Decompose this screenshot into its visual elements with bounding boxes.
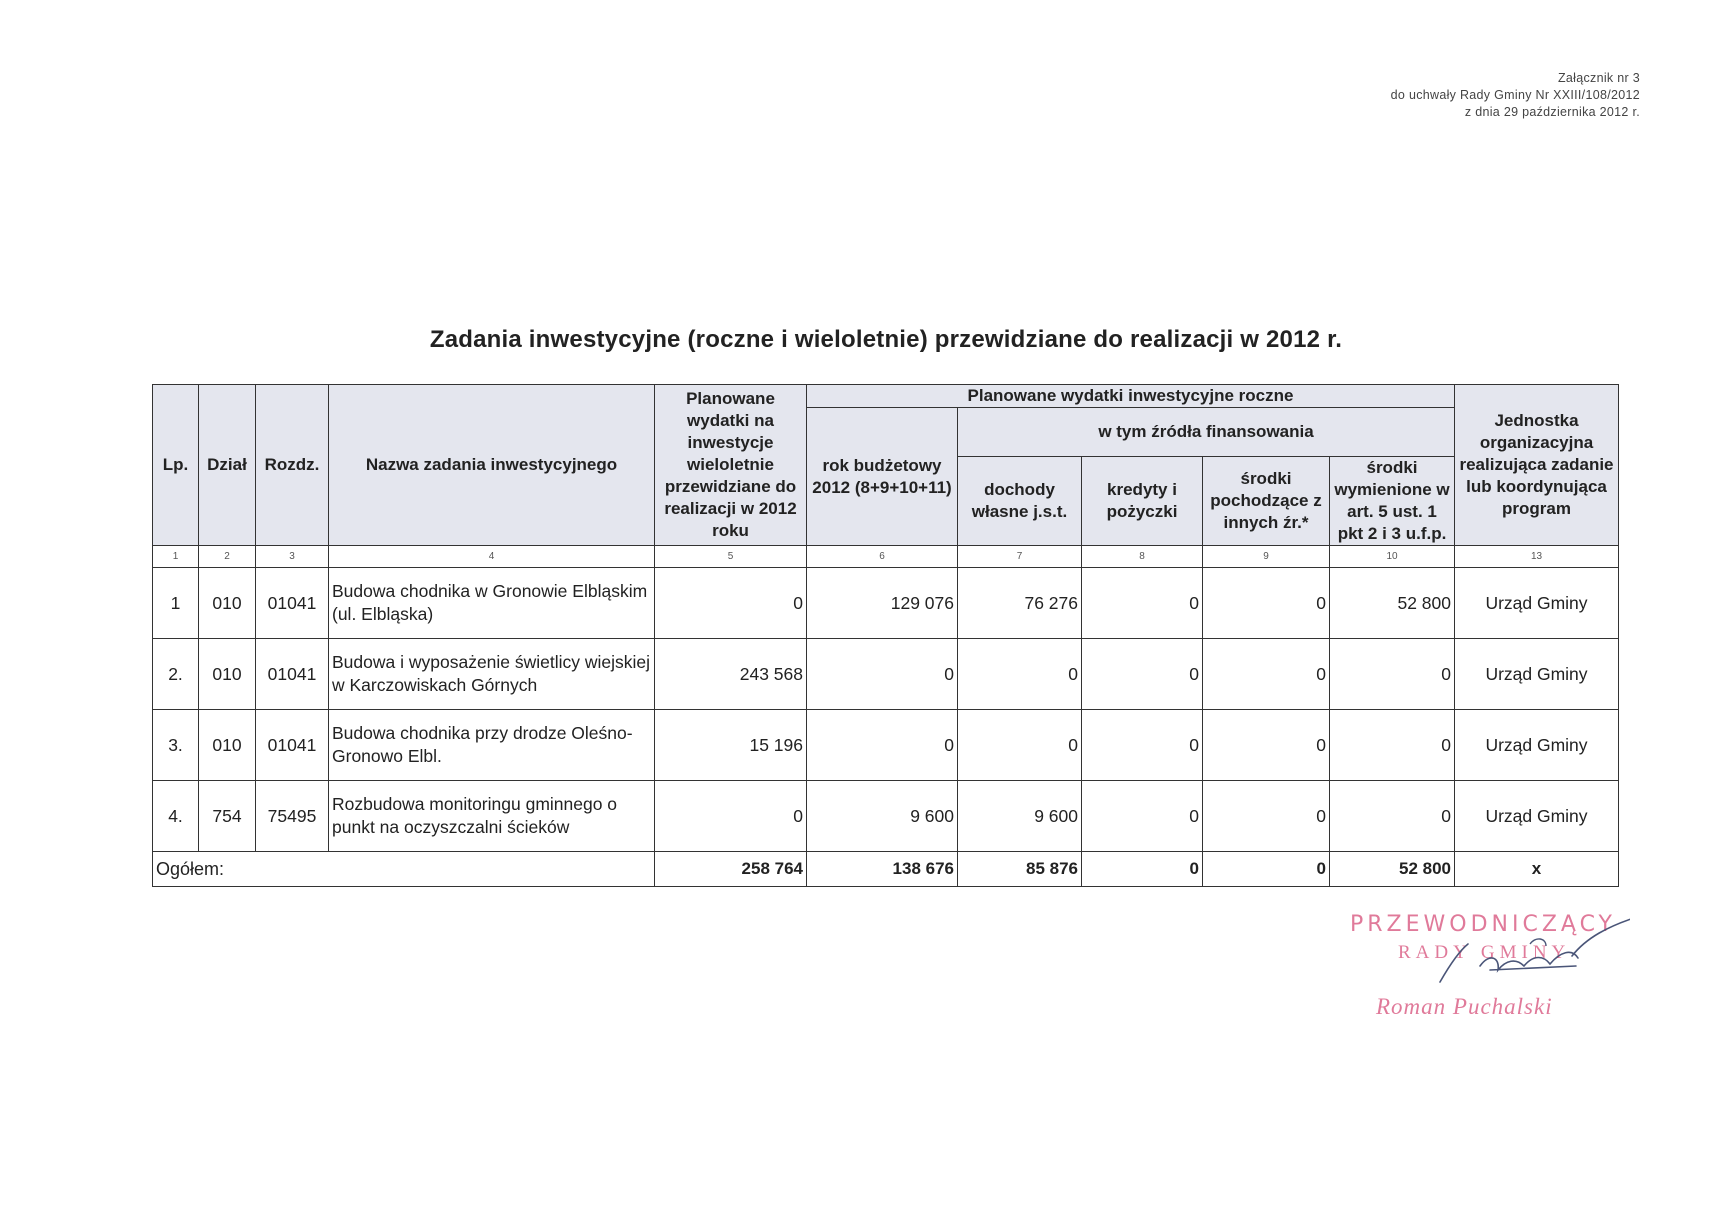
table-row <box>153 639 1619 710</box>
cell-jednostka: Urząd Gminy <box>1455 568 1619 639</box>
cell-dochody: 9 600 <box>958 781 1082 852</box>
cell-dzial: 754 <box>199 781 256 852</box>
header-dochody: dochody własne j.s.t. <box>958 457 1082 546</box>
investment-table <box>152 384 1619 887</box>
stamp-council: RADY GMINY <box>1398 942 1571 963</box>
cell-rozdz: 01041 <box>256 710 329 781</box>
cell-nazwa: Budowa chodnika w Gronowie Elbląskim (ul. Elbląska) <box>329 568 655 639</box>
cell-dochody: 0 <box>958 639 1082 710</box>
cell-dochody: 0 <box>958 710 1082 781</box>
annex-reference <box>1391 70 1640 121</box>
header-srodki-inne: środki pochodzące z innych źr.* <box>1203 457 1330 546</box>
column-number: 1 <box>153 546 199 568</box>
header-srodki-art5: środki wymienione w art. 5 ust. 1 pkt 2 i 3 u.f.p. <box>1330 457 1455 546</box>
cell-rok: 129 076 <box>807 568 958 639</box>
cell-jednostka: Urząd Gminy <box>1455 639 1619 710</box>
header-dzial: Dział <box>199 385 256 546</box>
cell-rok: 0 <box>807 639 958 710</box>
column-number: 9 <box>1203 546 1330 568</box>
cell-art5: 52 800 <box>1330 568 1455 639</box>
cell-lp: 4. <box>153 781 199 852</box>
stamp-title: PRZEWODNICZĄCY <box>1350 912 1616 937</box>
cell-wieloletnie: 0 <box>655 781 807 852</box>
annex-date: z dnia 29 października 2012 r. <box>1464 105 1640 119</box>
cell-art5: 0 <box>1330 639 1455 710</box>
total-label: Ogółem: <box>153 852 655 887</box>
total-kredyty: 0 <box>1082 852 1203 887</box>
cell-lp: 3. <box>153 710 199 781</box>
header-rozdz: Rozdz. <box>256 385 329 546</box>
cell-nazwa: Budowa chodnika przy drodze Oleśno-Gronowo Elbl. <box>329 710 655 781</box>
total-rok: 138 676 <box>807 852 958 887</box>
column-number: 6 <box>807 546 958 568</box>
total-dochody: 85 876 <box>958 852 1082 887</box>
cell-dzial: 010 <box>199 639 256 710</box>
cell-dzial: 010 <box>199 568 256 639</box>
annex-resolution: do uchwały Rady Gminy Nr XXIII/108/2012 <box>1390 88 1640 102</box>
document-title: Zadania inwestycyjne (roczne i wieloletnie) przewidziane do realizacji w 2012 r. <box>429 326 1343 353</box>
cell-rok: 9 600 <box>807 781 958 852</box>
header-lp: Lp. <box>153 385 199 546</box>
header-rok-budzetowy: rok budżetowy 2012 (8+9+10+11) <box>807 408 958 546</box>
header-jednostka: Jednostka organizacyjna realizująca zadanie lub koordynująca program <box>1455 385 1619 546</box>
cell-nazwa: Rozbudowa monitoringu gminnego o punkt na oczyszczalni ścieków <box>329 781 655 852</box>
cell-wieloletnie: 243 568 <box>655 639 807 710</box>
header-planowane-wieloletnie: Planowane wydatki na inwestycje wieloletnie przewidziane do realizacji w 2012 roku <box>655 385 807 546</box>
header-roczne-group: Planowane wydatki inwestycyjne roczne <box>807 385 1455 408</box>
cell-art5: 0 <box>1330 781 1455 852</box>
column-number: 8 <box>1082 546 1203 568</box>
cell-rozdz: 01041 <box>256 568 329 639</box>
cell-rozdz: 75495 <box>256 781 329 852</box>
cell-art5: 0 <box>1330 710 1455 781</box>
header-kredyty: kredyty i pożyczki <box>1082 457 1203 546</box>
cell-kredyty: 0 <box>1082 639 1203 710</box>
total-row <box>153 852 1619 887</box>
table-row <box>153 568 1619 639</box>
cell-lp: 2. <box>153 639 199 710</box>
header-nazwa: Nazwa zadania inwestycyjnego <box>329 385 655 546</box>
total-jednostka: x <box>1455 852 1619 887</box>
cell-kredyty: 0 <box>1082 710 1203 781</box>
column-number: 3 <box>256 546 329 568</box>
column-number: 4 <box>329 546 655 568</box>
cell-wieloletnie: 15 196 <box>655 710 807 781</box>
cell-inne: 0 <box>1203 639 1330 710</box>
total-wieloletnie: 258 764 <box>655 852 807 887</box>
cell-lp: 1 <box>153 568 199 639</box>
cell-jednostka: Urząd Gminy <box>1455 781 1619 852</box>
chairman-stamp <box>1340 908 1630 1028</box>
cell-dochody: 76 276 <box>958 568 1082 639</box>
cell-rozdz: 01041 <box>256 639 329 710</box>
cell-wieloletnie: 0 <box>655 568 807 639</box>
column-number: 2 <box>199 546 256 568</box>
annex-number: Załącznik nr 3 <box>1557 71 1640 85</box>
table-row <box>153 781 1619 852</box>
total-inne: 0 <box>1203 852 1330 887</box>
cell-kredyty: 0 <box>1082 781 1203 852</box>
column-number: 10 <box>1330 546 1455 568</box>
cell-inne: 0 <box>1203 710 1330 781</box>
column-number: 5 <box>655 546 807 568</box>
column-number: 7 <box>958 546 1082 568</box>
cell-jednostka: Urząd Gminy <box>1455 710 1619 781</box>
cell-dzial: 010 <box>199 710 256 781</box>
stamp-signatory: Roman Puchalski <box>1376 994 1553 1019</box>
column-number: 13 <box>1455 546 1619 568</box>
cell-kredyty: 0 <box>1082 568 1203 639</box>
cell-inne: 0 <box>1203 568 1330 639</box>
cell-inne: 0 <box>1203 781 1330 852</box>
cell-rok: 0 <box>807 710 958 781</box>
table-row <box>153 710 1619 781</box>
cell-nazwa: Budowa i wyposażenie świetlicy wiejskiej w Karczowiskach Górnych <box>329 639 655 710</box>
header-zrodla-group: w tym źródła finansowania <box>958 408 1455 457</box>
total-art5: 52 800 <box>1330 852 1455 887</box>
column-number-row <box>153 546 1619 568</box>
